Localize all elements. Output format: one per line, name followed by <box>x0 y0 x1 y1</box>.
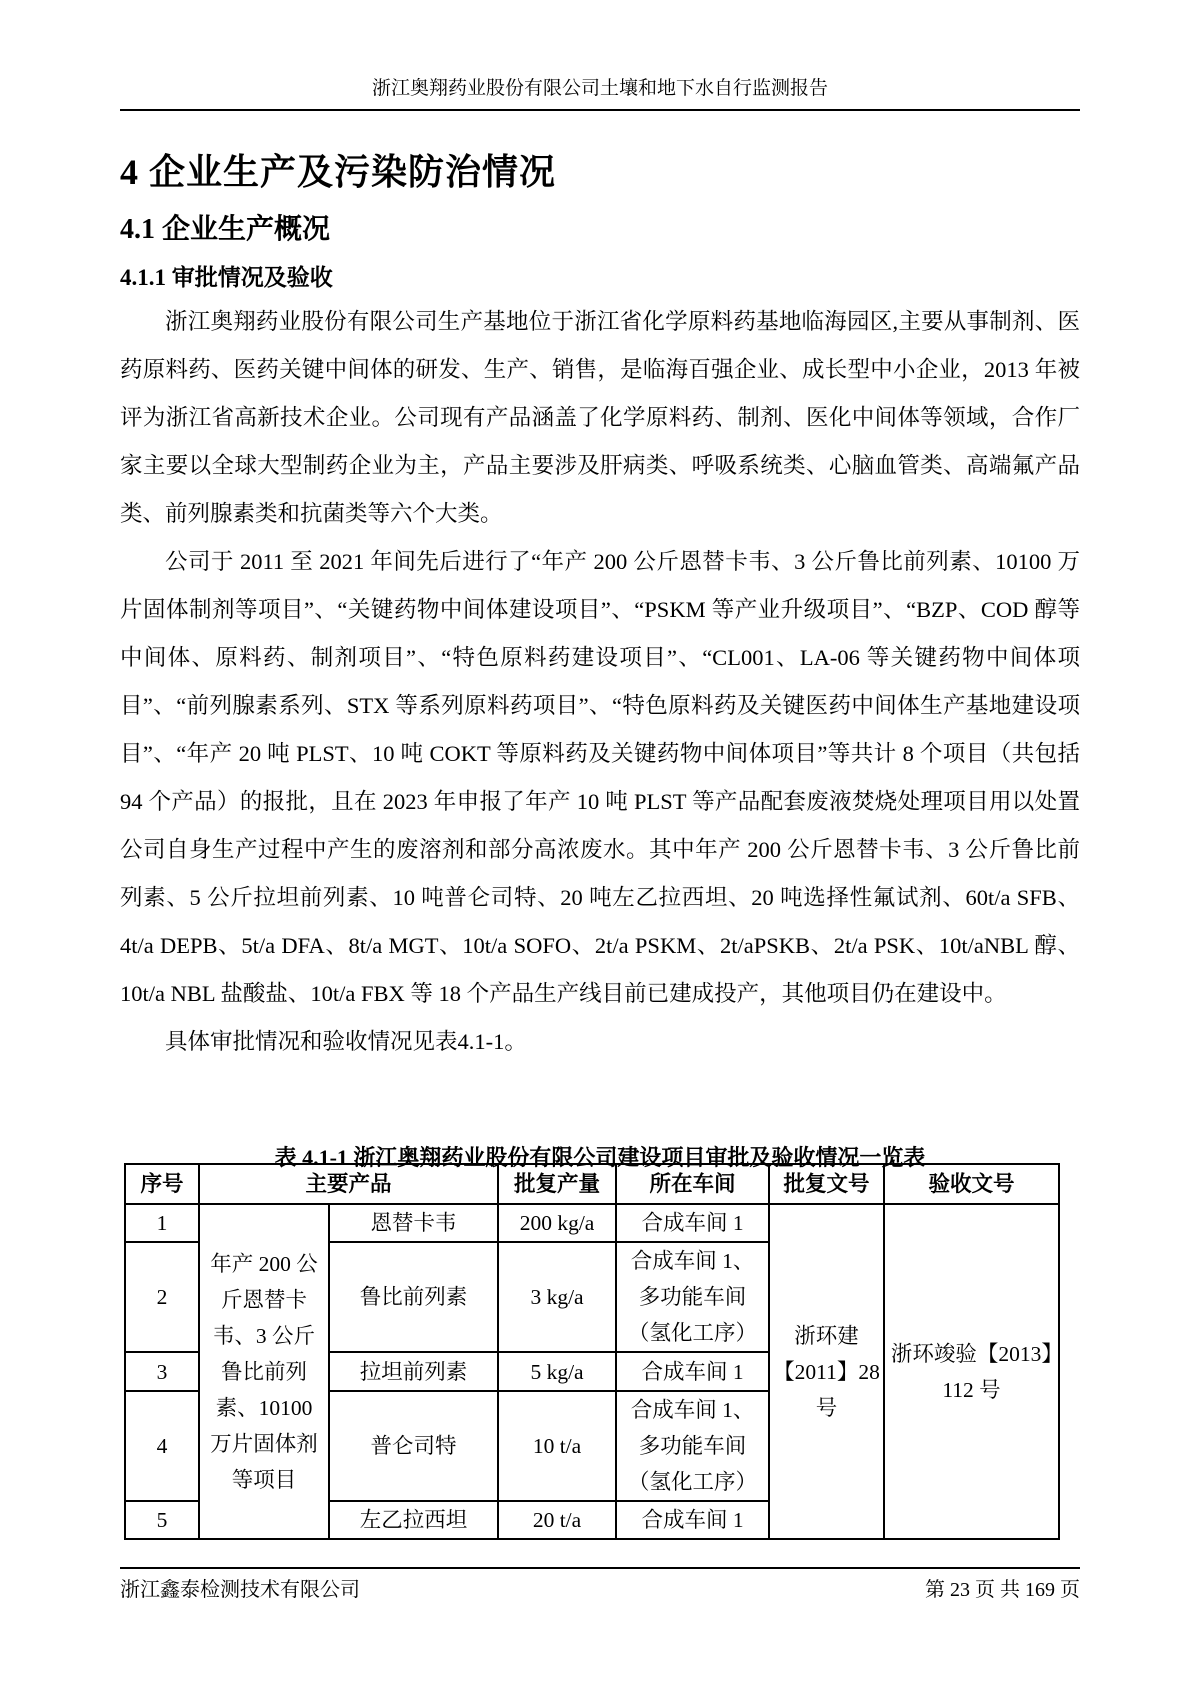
cell-workshop: 合成车间 1 <box>616 1501 769 1539</box>
body-text <box>120 298 1080 1066</box>
table-caption: 表 4.1-1 浙江奥翔药业股份有限公司建设项目审批及验收情况一览表 <box>274 1145 926 1170</box>
table-header-row <box>125 1164 1059 1204</box>
section-heading: 4.1 企业生产概况 <box>120 214 331 245</box>
cell-capacity: 20 t/a <box>498 1501 616 1539</box>
column-header-product: 主要产品 <box>199 1164 498 1204</box>
cell-product: 鲁比前列素 <box>329 1242 498 1352</box>
column-header-workshop: 所在车间 <box>616 1164 769 1204</box>
cell-workshop: 合成车间 1、多功能车间（氢化工序） <box>616 1391 769 1501</box>
table-row <box>125 1204 1059 1242</box>
cell-product: 拉坦前列素 <box>329 1352 498 1391</box>
chapter-heading: 4 企业生产及污染防治情况 <box>120 152 557 192</box>
cell-workshop: 合成车间 1 <box>616 1204 769 1242</box>
cell-project-group: 年产 200 公斤恩替卡韦、3 公斤鲁比前列素、10100 万片固体剂等项目 <box>199 1204 329 1539</box>
cell-capacity: 5 kg/a <box>498 1352 616 1391</box>
cell-no: 2 <box>125 1242 199 1352</box>
column-header-approval-doc: 批复文号 <box>769 1164 884 1204</box>
paragraph-3: 具体审批情况和验收情况见表4.1-1。 <box>165 1029 527 1054</box>
column-header-acceptance-doc: 验收文号 <box>884 1164 1059 1204</box>
cell-workshop: 合成车间 1、多功能车间（氢化工序） <box>616 1242 769 1352</box>
column-header-capacity: 批复产量 <box>498 1164 616 1204</box>
cell-workshop: 合成车间 1 <box>616 1352 769 1391</box>
paragraph-1: 浙江奥翔药业股份有限公司生产基地位于浙江省化学原料药基地临海园区,主要从事制剂、医药原料药、医药关键中间体的研发、生产、销售，是临海百强企业、成长型中小企业，2013 年被评为浙江省高新技术企业。公司现有产品涵盖了化学原料药、制剂、医化中间体等领域，合作厂家主要以全球大型制药企业为主，产品主要涉及肝病类、呼吸系统类、心脑血管类、高端氟产品类、前列腺素类和抗菌类等六个大类。 <box>120 309 1080 526</box>
cell-capacity: 10 t/a <box>498 1391 616 1501</box>
subsection-heading: 4.1.1 审批情况及验收 <box>120 265 333 290</box>
cell-product: 左乙拉西坦 <box>329 1501 498 1539</box>
running-footer <box>120 1567 1080 1603</box>
approval-acceptance-table <box>124 1163 1060 1540</box>
running-header-title: 浙江奥翔药业股份有限公司土壤和地下水自行监测报告 <box>371 78 828 99</box>
cell-product: 普仑司特 <box>329 1391 498 1501</box>
cell-acceptance-doc: 浙环竣验【2013】112 号 <box>884 1204 1059 1539</box>
cell-approval-doc: 浙环建【2011】28 号 <box>769 1204 884 1539</box>
cell-no: 3 <box>125 1352 199 1391</box>
running-header <box>120 76 1080 111</box>
column-header-no: 序号 <box>125 1164 199 1204</box>
cell-no: 1 <box>125 1204 199 1242</box>
cell-product: 恩替卡韦 <box>329 1204 498 1242</box>
footer-page-info: 第 23 页 共 169 页 <box>925 1579 1080 1601</box>
footer-company: 浙江鑫泰检测技术有限公司 <box>120 1579 360 1601</box>
cell-capacity: 200 kg/a <box>498 1204 616 1242</box>
paragraph-2: 公司于 2011 至 2021 年间先后进行了“年产 200 公斤恩替卡韦、3 公斤鲁比前列素、10100 万片固体制剂等项目”、“关键药物中间体建设项目”、“PSKM 等产业升级项目”、“BZP、COD 醇等中间体、原料药、制剂项目”、“特色原料药建设项目”、“CL001、LA-06 等关键药物中间体项目”、“前列腺素系列、STX 等系列原料药项目”、“特色原料药及关键医药中间体生产基地建设项目”、“年产 20 吨 PLST、10 吨 COKT 等原料药及关键药物中间体项目”等共计 8 个项目（共包括 94 个产品）的报批，且在 2023 年申报了年产 10 吨 PLST 等产品配套废液焚烧处理项目用以处置公司自身生产过程中产生的废溶剂和部分高浓废水。其中年产 200 公斤恩替卡韦、3 公斤鲁比前列素、5 公斤拉坦前列素、10 吨普仑司特、20 吨左乙拉西坦、20 吨选择性氟试剂、60t/a SFB、4t/a DEPB、5t/a DFA、8t/a MGT、10t/a SOFO、2t/a PSKM、2t/aPSKB、2t/a PSK、10t/aNBL 醇、10t/a NBL 盐酸盐、10t/a FBX 等 18 个产品生产线目前已建成投产，其他项目仍在建设中。 <box>120 549 1080 1006</box>
cell-no: 5 <box>125 1501 199 1539</box>
cell-capacity: 3 kg/a <box>498 1242 616 1352</box>
cell-no: 4 <box>125 1391 199 1501</box>
